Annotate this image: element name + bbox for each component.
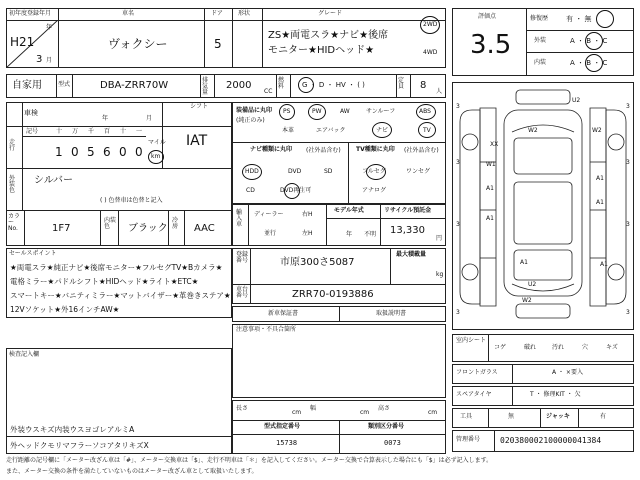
interior-color: ブラック	[128, 223, 168, 234]
sales-line-2: 電格ミラー★パドルシフト★HIDヘッド★ライト★ETC★	[10, 277, 199, 286]
diag-mark-u2-rear: U2	[528, 281, 537, 288]
equip-airbag: エアバック	[316, 127, 346, 134]
drive-4wd: 4WD	[423, 49, 438, 56]
digit-h4: 十	[120, 128, 127, 135]
grade-line1: ZS★両電スラ★ナビ★後席	[268, 30, 389, 41]
drive-2wd: 2WD	[423, 21, 438, 28]
grade-label: グレード	[318, 10, 343, 17]
import-dealer: ディーラー	[254, 211, 284, 218]
diag-mark-a1-1: A1	[486, 185, 494, 192]
interior-grade-options: A ・ B ・ C	[570, 59, 608, 67]
tv-oneseg: ワンセグ	[406, 168, 431, 175]
sales-line-1: ★両電スラ★純正ナビ★後席モニター★フルセグTV★Bカメラ★	[10, 263, 223, 272]
equip-navi: ナビ	[376, 127, 389, 134]
mgmt-value: 020380002100000041384	[500, 436, 602, 445]
tv-sub: (社外品含む)	[404, 147, 439, 154]
model-year-unit: 年	[346, 231, 353, 238]
first-reg-month: 3	[36, 54, 43, 65]
navi-title: ナビ種類に丸印	[250, 146, 293, 153]
height-unit: cm	[428, 409, 438, 416]
equipment-subtitle: (純正のみ)	[236, 117, 265, 124]
diag-bracket-6: 3	[626, 221, 630, 228]
navi-sub: (社外品含む)	[306, 147, 341, 154]
seat-item-hole: 穴	[582, 344, 589, 351]
tv-analog: アナログ	[362, 187, 387, 194]
spare-tire-options: T ・ 修理KIT ・ 欠	[530, 391, 581, 398]
class-no-label: 類別区分番号	[368, 423, 405, 430]
equip-pw: PW	[312, 108, 322, 115]
sales-line-3: スマートキー★バニティミラー★マットバイザー★革巻きステア★	[10, 291, 231, 300]
inspection-label: 車検	[24, 109, 38, 117]
digit-4: 0	[119, 145, 127, 159]
max-load-label: 最大積載量	[396, 251, 427, 258]
width-label: 幅	[310, 405, 317, 412]
repair-none-circle	[596, 10, 614, 28]
digit-h3: 百	[104, 128, 111, 135]
first-reg-label: 初年度登録年月	[9, 10, 52, 17]
diag-bracket-5: 3	[456, 221, 460, 228]
type-no: 15738	[276, 439, 298, 447]
navi-hdd: HDD	[245, 168, 259, 175]
km-label: km	[151, 153, 161, 160]
seat-item-stain: 汚れ	[552, 344, 565, 351]
car-name: ヴォクシー	[108, 37, 168, 51]
digit-h2: 千	[88, 128, 95, 135]
plate-number: 市原300さ5087	[280, 257, 355, 268]
class-no: 0073	[384, 439, 401, 447]
equipment-title: 装備品に丸印	[236, 107, 273, 114]
color-no-label: カラーNo.	[8, 213, 21, 232]
seat-item-tear: 破れ	[524, 344, 537, 351]
diag-mark-xx: XX	[490, 141, 499, 148]
inspector-notes-block	[6, 348, 232, 454]
digit-h1: 万	[72, 128, 79, 135]
shape-label: 形状	[238, 10, 251, 17]
digit-5: 0	[135, 145, 143, 159]
mileage-label: 走行	[9, 139, 16, 152]
digit-3: 6	[103, 145, 111, 159]
length-unit: cm	[292, 409, 302, 416]
mgmt-label: 管理番号	[456, 436, 481, 443]
exterior-grade-label: 外装	[534, 37, 547, 44]
score-value: 3.5	[470, 30, 512, 60]
jack-label: ジャッキ	[546, 413, 570, 420]
grade-line2: モニター★HIDヘッド★	[268, 45, 375, 56]
inspector-label: 検査記入欄	[9, 351, 40, 358]
ext-color-value: シルバー	[34, 175, 74, 186]
fuel-options: G ・ D ・ HV ・ ( )	[302, 81, 365, 89]
diag-bracket-7: 3	[456, 309, 460, 316]
chassis-label: 車台番号	[236, 286, 249, 299]
manual-label: 取扱説明書	[376, 310, 407, 317]
navi-cd: CD	[246, 187, 255, 194]
equip-tv: TV	[423, 127, 431, 134]
jack-value: 有	[600, 413, 607, 420]
inspection-month-unit: 月	[146, 115, 153, 122]
interior-label: 内装色	[104, 217, 117, 230]
width-unit: cm	[360, 409, 370, 416]
diag-bracket-4: 3	[626, 159, 630, 166]
first-reg-month-unit: 月	[46, 57, 53, 64]
car-name-label: 車名	[122, 10, 135, 17]
diag-mark-w2-rear: W2	[522, 297, 532, 304]
repair-options: 有 ・ 無	[566, 15, 592, 23]
notes-label: 注意事項・不具合箇所	[236, 326, 297, 333]
model-year-unknown: 不明	[364, 231, 377, 238]
equip-leather: 本革	[282, 127, 295, 134]
color-no: 1F7	[52, 223, 71, 234]
diag-bracket-3: 3	[456, 159, 460, 166]
exterior-grade-options: A ・ B ・ C	[570, 37, 608, 45]
length-label: 長さ	[236, 405, 249, 412]
navi-dvd: DVD	[288, 168, 302, 175]
navi-dvd-play: DVD再生可	[280, 187, 312, 194]
shift-value: IAT	[186, 133, 208, 149]
diag-bracket-8: 3	[626, 309, 630, 316]
import-parallel: 並行	[264, 230, 277, 237]
spare-tire-label: スペアタイヤ	[456, 391, 492, 398]
equip-aw: AW	[340, 108, 350, 115]
model-label: 型式	[58, 81, 71, 88]
tv-fullseg: フルセグ	[362, 168, 386, 175]
diag-mark-a1-3: A1	[596, 199, 604, 206]
diag-mark-u2-top: U2	[572, 97, 581, 104]
car-diagram	[452, 82, 634, 330]
sales-line-4: 12Vソケット★外16インチAW★	[10, 305, 120, 314]
sales-points-label: セールスポイント	[9, 250, 57, 257]
digit-h0: 十	[56, 128, 63, 135]
digit-2: 5	[87, 145, 95, 159]
repair-label: 修復歴	[530, 15, 549, 22]
diag-mark-w2-left: W2	[528, 127, 538, 134]
ext-color-note: ( ) 色替車は色替と記入	[100, 197, 163, 204]
recycle-yen: 円	[436, 235, 443, 242]
digit-1: 0	[71, 145, 79, 159]
door-count: 5	[214, 37, 222, 51]
notes-block	[232, 324, 446, 398]
navi-sd: SD	[324, 168, 333, 175]
import-right-h: 右H	[302, 211, 313, 218]
ac-label: 冷房	[172, 217, 179, 230]
tools-label: 工具	[460, 413, 473, 420]
diag-mark-w1: W1	[486, 161, 496, 168]
seat-label: 室内シート	[456, 337, 487, 344]
door-label: ドア	[211, 10, 223, 17]
mile-label: マイル	[148, 139, 166, 146]
ac-value: AAC	[194, 223, 215, 234]
import-left-h: 左H	[302, 230, 313, 237]
equip-abs: ABS	[419, 108, 431, 115]
windshield-label: フロントガラス	[456, 369, 498, 376]
fuel-label: 燃料	[278, 77, 285, 90]
diag-mark-a1-2: A1	[596, 175, 604, 182]
equip-ps: PS	[283, 108, 291, 115]
displacement-label: 排気量	[202, 77, 209, 96]
diag-mark-w2-right: W2	[592, 127, 602, 134]
inspector-line-2: 外ヘッドクモリマフラーソコアタリキズX	[10, 441, 149, 450]
capacity: 8	[420, 80, 427, 91]
diag-mark-a1-5: A1	[520, 259, 528, 266]
tools-row	[452, 408, 634, 428]
ext-color-label: 外装色	[9, 175, 16, 194]
tv-title: TV種類に丸印	[356, 146, 395, 153]
seat-item-burn: コゲ	[494, 344, 507, 351]
digit-h5: 一	[136, 128, 143, 135]
type-no-label: 型式指定番号	[264, 423, 301, 430]
seat-item-scratch: キズ	[606, 344, 618, 351]
tools-value: 無	[508, 413, 515, 420]
kg-unit: kg	[436, 271, 444, 278]
windshield-options: A ・ ×要入	[552, 369, 583, 376]
model-code: DBA-ZRR70W	[100, 80, 169, 91]
diag-mark-a1-6: A1	[600, 261, 608, 268]
people-unit: 人	[436, 88, 443, 95]
chassis-number: ZRR70-0193886	[292, 289, 374, 300]
displacement: 2000	[226, 80, 252, 91]
capacity-label: 定員	[398, 77, 405, 90]
diag-bracket-1: 3	[456, 103, 460, 110]
first-reg-era: H21	[10, 35, 35, 49]
use-type: 自家用	[12, 80, 42, 91]
footer-line-1: 走行距離の記号欄に「メーター改ざん車は「#」、メーター交換車は「$」、走行不明車は「＊」を記入してください。メーター交換で合算表示した場合にも「$」は必ず記入します。	[6, 457, 493, 464]
shift-label: シフト	[190, 103, 209, 110]
plate-label: 登録番号	[236, 251, 249, 264]
interior-grade-label: 内装	[534, 59, 547, 66]
cc-unit: CC	[264, 88, 273, 95]
recycle-value: 13,330	[390, 225, 425, 236]
model-year-label: モデル年式	[334, 207, 364, 214]
recycle-label: リサイクル預託金	[384, 207, 432, 214]
diag-bracket-2: 3	[626, 103, 630, 110]
new-car-warranty: 新車保証書	[268, 310, 299, 317]
score-label: 評価点	[478, 13, 497, 20]
height-label: 高さ	[378, 405, 391, 412]
inspector-line-1: 外装ウスキズ内装ウスヨゴレアルミA	[10, 425, 135, 434]
first-reg-year-unit: 年	[46, 24, 53, 31]
digit-0: 1	[55, 145, 63, 159]
record-label: 記号	[26, 128, 39, 135]
diag-mark-a1-4: A1	[486, 215, 494, 222]
equip-sunroof: サンルーフ	[366, 108, 396, 115]
footer-line-2: また、メーター交換の条件を満たしていないものはメーター改ざん車として取扱いたします。	[6, 468, 258, 475]
import-label: 輸入車	[236, 209, 243, 228]
inspection-year-unit: 年	[102, 115, 109, 122]
